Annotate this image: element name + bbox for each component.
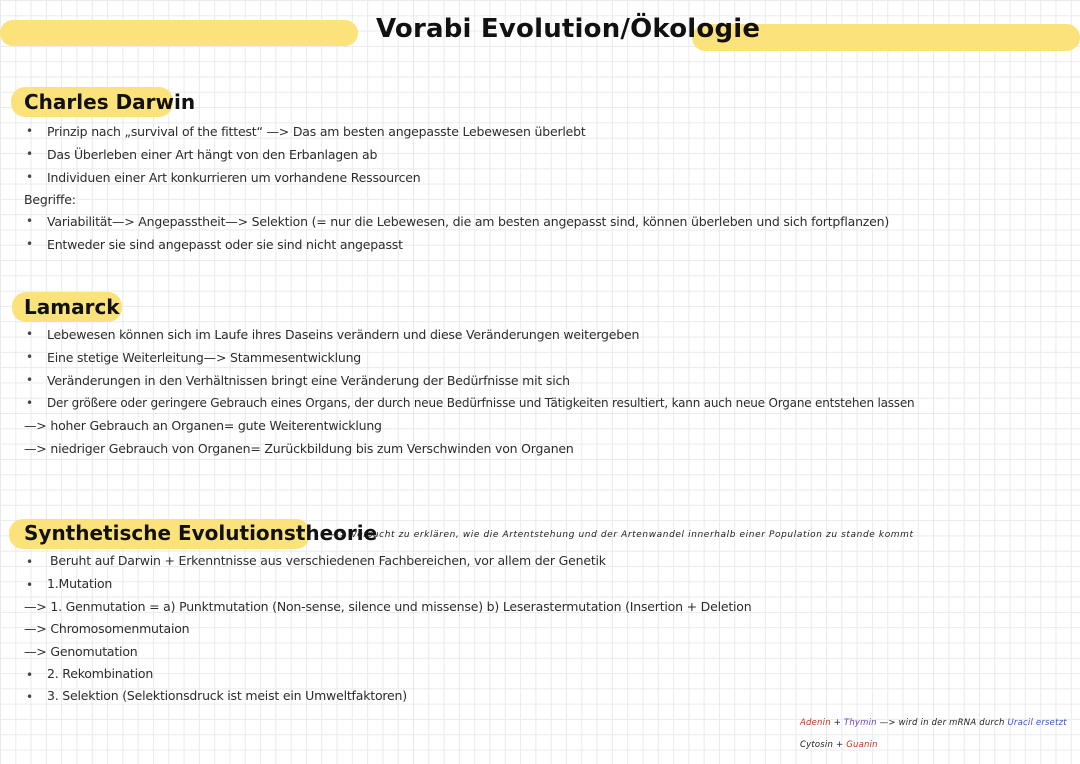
bullet-dot: • [26,350,34,364]
darwin-begriffe-label: Begriffe: [24,192,76,207]
darwin-begriff-1: Variabilität—> Angepasstheit—> Selektion (= nur die Lebewesen, die am besten angepasst sind, können überleben und sich fortpflanzen) [47,214,890,229]
footnote-rest: —> wird in der mRNA durch [879,718,1005,728]
bullet-dot: • [26,147,34,161]
lamarck-arrow-1: —> hoher Gebrauch an Organen= gute Weiterentwicklung [24,418,382,433]
synth-line-1: Beruht auf Darwin + Erkenntnisse aus verschiedenen Fachbereichen, vor allem der Genetik [50,553,606,568]
bullet-dot: • [26,396,34,410]
darwin-bullet-3: Individuen einer Art konkurrieren um vorhandene Ressourcen [47,170,421,185]
synth-line-6: 2. Rekombination [47,666,154,681]
footnote-cytosin: Cytosin [800,740,834,750]
footnote-adenin: Adenin [800,718,831,728]
synth-heading: Synthetische Evolutionstheorie [24,521,378,545]
bullet-dot: • [26,555,34,569]
synth-line-3: —> 1. Genmutation = a) Punktmutation (Non-sense, silence und missense) b) Leserastermutation (Insertion + Deletion [24,599,752,614]
page-title: Vorabi Evolution/Ökologie [376,14,761,44]
footnote-line-1 [800,718,1067,728]
bullet-dot: • [26,578,34,592]
bullet-dot: • [26,327,34,341]
lamarck-bullet-2: Eine stetige Weiterleitung—> Stammesentwicklung [47,350,362,365]
footnote-thymin: Thymin [843,718,877,728]
lamarck-bullet-4: Der größere oder geringere Gebrauch eines Organs, der durch neue Bedürfnisse und Tätigkeiten resultiert, kann auch neue Organe entstehen lassen [47,396,915,410]
synth-line-7: 3. Selektion (Selektionsdruck ist meist ein Umweltfaktoren) [47,688,407,703]
footnote-plus-2: + [835,740,844,750]
darwin-bullet-2: Das Überleben einer Art hängt von den Erbanlagen ab [47,147,378,162]
bullet-dot: • [26,124,34,138]
darwin-begriff-2: Entweder sie sind angepasst oder sie sind nicht angepasst [47,237,403,252]
bullet-dot: • [26,373,34,387]
synth-line-5: —> Genomutation [24,644,138,659]
synth-line-4: —> Chromosomenmutaion [24,621,190,636]
footnote-line-2 [800,740,878,750]
bullet-dot: • [26,690,34,704]
footnote-uracil: Uracil ersetzt [1007,718,1067,728]
lamarck-heading: Lamarck [24,295,120,319]
lamarck-bullet-1: Lebewesen können sich im Laufe ihres Daseins verändern und diese Veränderungen weitergeben [47,327,640,342]
bullet-dot: • [26,214,34,228]
darwin-bullet-1: Prinzip nach „survival of the fittest“ —> Das am besten angepasste Lebewesen überlebt [47,124,586,139]
lamarck-bullet-3: Veränderungen in den Verhältnissen bringt eine Veränderung der Bedürfnisse mit sich [47,373,570,388]
synth-line-2: 1.Mutation [47,576,113,591]
bullet-dot: • [26,668,34,682]
synth-note: —> versucht zu erklären, wie die Artentstehung und der Artenwandel innerhalb einer Population zu stande kommt [330,530,914,540]
darwin-heading: Charles Darwin [24,90,196,114]
title-highlight-left [0,20,358,46]
footnote-plus-1: + [833,718,842,728]
lamarck-arrow-2: —> niedriger Gebrauch von Organen= Zurückbildung bis zum Verschwinden von Organen [24,441,574,456]
bullet-dot: • [26,170,34,184]
footnote-guanin: Guanin [846,740,878,750]
bullet-dot: • [26,237,34,251]
